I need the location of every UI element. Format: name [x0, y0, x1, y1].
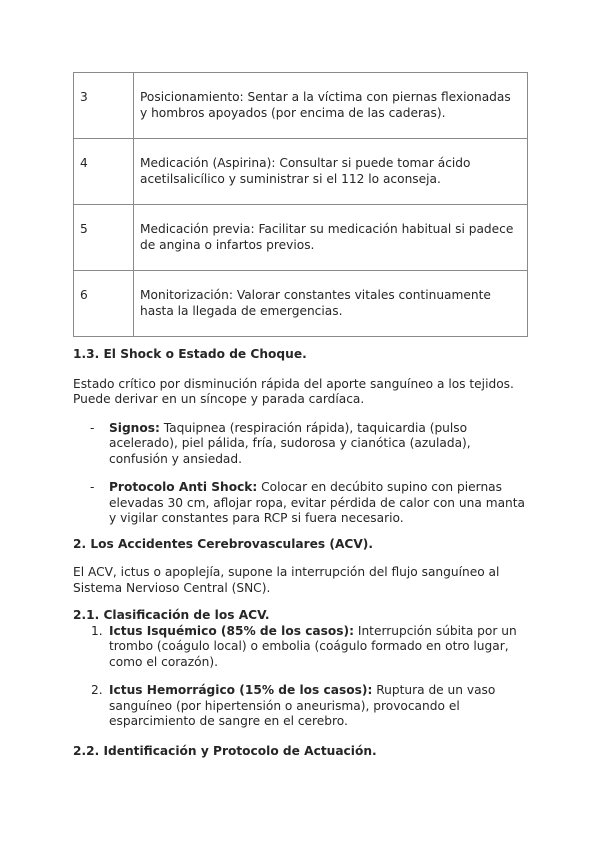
item-text: Taquipnea (respiración rápida), taquicardia (pulso acelerado), piel pálida, fría, sudorosa y cianótica (azulada), confusión y ansiedad. [109, 420, 471, 466]
table-row [74, 73, 528, 139]
step-number: 5 [74, 205, 134, 271]
list-item [73, 683, 528, 730]
item-text: Interrupción súbita por un trombo (coágulo local) o embolia (coágulo formado en otro lugar, como el corazón). [109, 623, 517, 669]
acv-heading: 2. Los Accidentes Cerebrovasculares (ACV). [73, 536, 373, 551]
list-item [73, 480, 528, 527]
step-number: 3 [74, 73, 134, 139]
step-description: Monitorización: Valorar constantes vitales continuamente hasta la llegada de emergencias. [134, 271, 528, 337]
step-number: 4 [74, 139, 134, 205]
protocol-steps-table [73, 72, 528, 337]
step-description: Medicación previa: Facilitar su medicación habitual si padece de angina o infartos previos. [134, 205, 528, 271]
list-number: 2. [91, 683, 103, 697]
bullet-dash: - [90, 480, 95, 494]
list-item [73, 421, 528, 468]
step-description: Posicionamiento: Sentar a la víctima con piernas flexionadas y hombros apoyados (por encima de las caderas). [134, 73, 528, 139]
item-label: Protocolo Anti Shock: [109, 480, 258, 494]
step-number: 6 [74, 271, 134, 337]
acv-intro: El ACV, ictus o apoplejía, supone la interrupción del flujo sanguíneo al Sistema Nervioso Central (SNC). [73, 565, 500, 595]
table-row [74, 205, 528, 271]
item-text: Colocar en decúbito supino con piernas elevadas 30 cm, aflojar ropa, evitar pérdida de calor con una manta y vigilar constantes para RCP si fuera necesario. [109, 480, 526, 525]
item-label: Signos: [109, 420, 160, 435]
step-description: Medicación (Aspirina): Consultar si puede tomar ácido acetilsalicílico y suministrar si el 112 lo aconseja. [134, 139, 528, 205]
item-label: Ictus Isquémico (85% de los casos): [109, 623, 354, 638]
table-row [74, 271, 528, 337]
bullet-dash: - [90, 420, 95, 435]
list-item [73, 624, 528, 671]
shock-intro: Estado crítico por disminución rápida del aporte sanguíneo a los tejidos. Puede derivar en un síncope y parada cardíaca. [73, 376, 514, 406]
acv-types-list [73, 624, 528, 730]
acv-classification-heading: 2.1. Clasificación de los ACV. [73, 608, 270, 622]
table-row [74, 139, 528, 205]
item-text: Ruptura de un vaso sanguíneo (por hipertensión o aneurisma), provocando el esparcimiento de sangre en el cerebro. [109, 683, 496, 728]
shock-list [73, 421, 528, 527]
list-number: 1. [91, 623, 103, 638]
acv-protocol-heading: 2.2. Identificación y Protocolo de Actuación. [73, 743, 377, 758]
shock-heading: 1.3. El Shock o Estado de Choque. [73, 347, 307, 361]
item-label: Ictus Hemorrágico (15% de los casos): [109, 683, 373, 697]
document-page [73, 72, 528, 759]
